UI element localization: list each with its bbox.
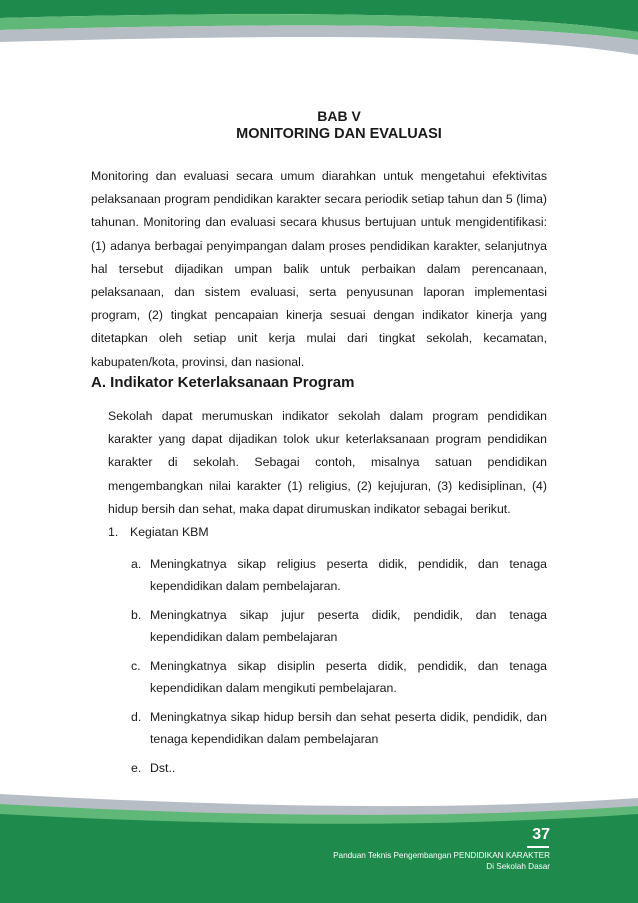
list-item-text: Meningkatnya sikap hidup bersih dan sehat peserta didik, pendidik, dan tenaga kependidikan dalam pembelajaran <box>150 710 547 746</box>
list-item-text: Meningkatnya sikap religius peserta didik, pendidik, dan tenaga kependidikan dalam pembelajaran. <box>150 557 547 593</box>
list-item <box>131 605 547 648</box>
list-item <box>131 554 547 597</box>
list-item-marker: c. <box>131 659 141 673</box>
numbered-item-label: Kegiatan KBM <box>130 525 209 539</box>
chapter-title: MONITORING DAN EVALUASI <box>236 126 442 142</box>
footer-caption <box>333 850 550 872</box>
page-number: 37 <box>532 826 550 843</box>
list-item <box>131 707 547 750</box>
numbered-item-number: 1. <box>108 525 119 539</box>
footer-line-2: Di Sekolah Dasar <box>486 862 550 871</box>
chapter-number: BAB V <box>317 108 361 124</box>
list-item <box>131 758 547 780</box>
header-decoration <box>0 0 638 80</box>
intro-paragraph: Monitoring dan evaluasi secara umum diarahkan untuk mengetahui efektivitas pelaksanaan program pendidikan karakter secara periodik setiap tahun dan 5 (lima) tahunan. Monitoring dan evaluasi secara khusus bertujuan untuk mengidentifikasi: (1) adanya berbagai penyimpangan dalam proses pendidikan karakter, selanjutnya hal tersebut dijadikan umpan balik untuk perbaikan dalam perencanaan, pelaksanaan, dan sistem evaluasi, serta penyusunan laporan implementasi program, (2) tingkat pencapaian kinerja sesuai dengan indikator kinerja yang ditetapkan oleh setiap unit kerja mulai dari tingkat sekolah, kecamatan, kabupaten/kota, provinsi, dan nasional. <box>91 169 547 369</box>
list-item-marker: d. <box>131 710 142 724</box>
list-item-text: Meningkatnya sikap disiplin peserta didik, pendidik, dan tenaga kependidikan dalam mengikuti pembelajaran. <box>150 659 547 695</box>
list-item-marker: a. <box>131 557 142 571</box>
footer-line-1: Panduan Teknis Pengembangan PENDIDIKAN KARAKTER <box>333 851 550 860</box>
page-number-underline <box>527 846 549 848</box>
list-item-marker: b. <box>131 608 142 622</box>
list-item-text: Dst.. <box>150 761 176 775</box>
numbered-item <box>108 525 209 539</box>
list-item-text: Meningkatnya sikap jujur peserta didik, pendidik, dan tenaga kependidikan dalam pembelajaran <box>150 608 547 644</box>
list-item-marker: e. <box>131 761 142 775</box>
indicator-list <box>131 554 547 788</box>
section-paragraph: Sekolah dapat merumuskan indikator sekolah dalam program pendidikan karakter yang dapat dijadikan tolok ukur keterlaksanaan program pendidikan karakter di sekolah. Sebagai contoh, misalnya satuan pendidikan mengembangkan nilai karakter (1) religius, (2) kejujuran, (3) kedisiplinan, (4) hidup bersih dan sehat, maka dapat dirumuskan indikator sebagai berikut. <box>108 409 547 516</box>
list-item <box>131 656 547 699</box>
section-heading: A. Indikator Keterlaksanaan Program <box>91 374 355 391</box>
